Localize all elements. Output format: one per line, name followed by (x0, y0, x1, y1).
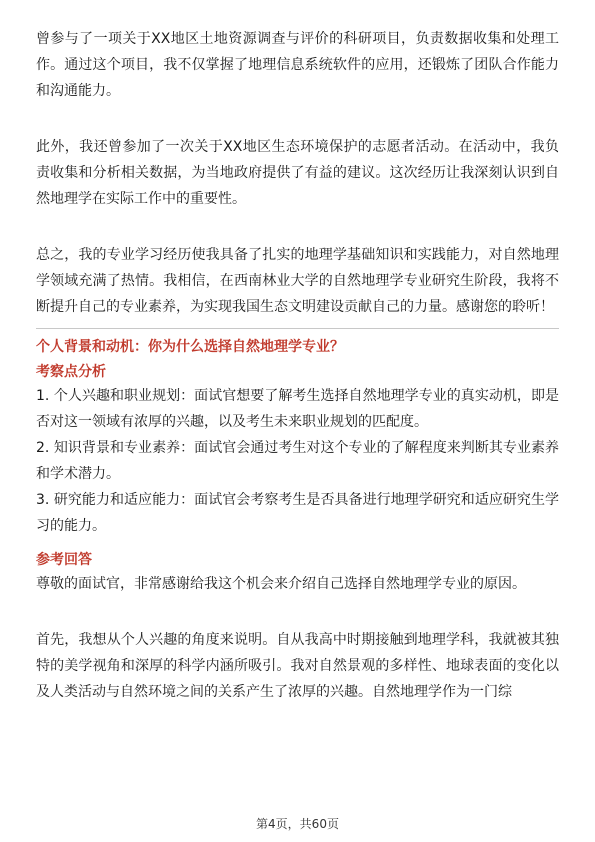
question-title: 个人背景和动机：你为什么选择自然地理学专业？ (36, 339, 344, 355)
intro-paragraph-3: 总之，我的专业学习经历使我具备了扎实的地理学基础知识和实践能力，对自然地理学领域充满了热情。我相信，在西南林业大学的自然地理学专业研究生阶段，我将不断提升自己的专业素养，为实现我国生态文明建设贡献自己的力量。感谢您的聆听！ (36, 247, 559, 315)
section-divider (36, 328, 559, 329)
answer-paragraph-2: 首先，我想从个人兴趣的角度来说明。自从我高中时期接触到地理学科，我就被其独特的美学视角和深厚的科学内涵所吸引。我对自然景观的多样性、地球表面的变化以及人类活动与自然环境之间的关系产生了浓厚的兴趣。自然地理学作为一门综 (36, 632, 559, 700)
paragraph-gap (36, 597, 559, 627)
intro-paragraph-2: 此外，我还曾参加了一次关于XX地区生态环境保护的志愿者活动。在活动中，我负责收集和分析相关数据，为当地政府提供了有益的建议。这次经历让我深刻认识到自然地理学在实际工作中的重要性。 (36, 139, 559, 207)
document-page (36, 26, 559, 705)
paragraph-gap (36, 212, 559, 242)
answer-paragraph-1: 尊敬的面试官，非常感谢给我这个机会来介绍自己选择自然地理学专业的原因。 (36, 576, 526, 592)
page-number: 第4页，共60页 (256, 817, 339, 831)
intro-paragraph-1: 曾参与了一项关于XX地区土地资源调查与评价的科研项目，负责数据收集和处理工作。通过这个项目，我不仅掌握了地理信息系统软件的应用，还锻炼了团队合作能力和沟通能力。 (36, 31, 559, 99)
analysis-item-1: 1. 个人兴趣和职业规划：面试官想要了解考生选择自然地理学专业的真实动机，即是否对这一领域有浓厚的兴趣，以及考生未来职业规划的匹配度。 (36, 388, 559, 430)
analysis-item-3: 3. 研究能力和适应能力：面试官会考察考生是否具备进行地理学研究和适应研究生学习的能力。 (36, 492, 559, 534)
analysis-item-2: 2. 知识背景和专业素养：面试官会通过考生对这个专业的了解程度来判断其专业素养和学术潜力。 (36, 440, 559, 482)
paragraph-gap (36, 104, 559, 134)
analysis-heading: 考察点分析 (36, 364, 106, 380)
answer-heading: 参考回答 (36, 552, 92, 568)
